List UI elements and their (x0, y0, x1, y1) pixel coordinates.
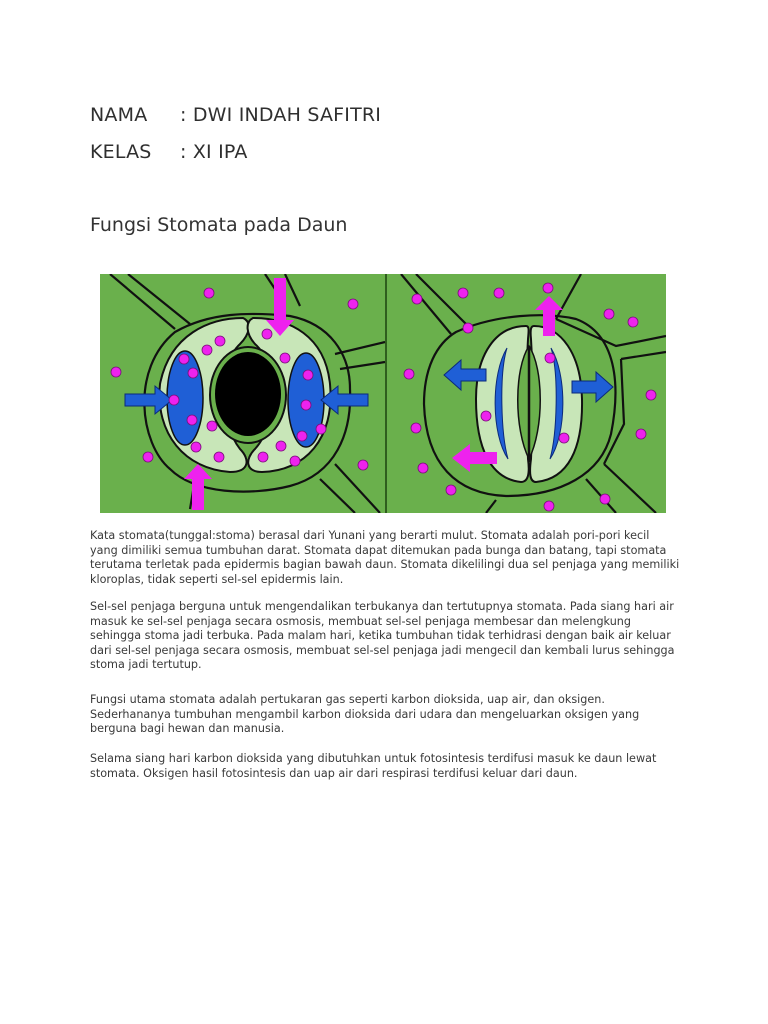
nama-value: : DWI INDAH SAFITRI (180, 104, 382, 126)
paragraph-3 (90, 693, 680, 737)
nama-label: NAMA (90, 104, 148, 126)
paragraph-4 (90, 752, 680, 781)
paragraph-3-text: Fungsi utama stomata adalah pertukaran gas seperti karbon dioksida, uap air, dan oksigen. Sederhananya tumbuhan mengambil karbon dioksida dari udara dan mengeluarkan oksigen yang berguna bagi hewan dan manusia. (90, 693, 640, 735)
kelas-value: : XI IPA (180, 141, 248, 163)
kelas-label: KELAS (90, 141, 152, 163)
paragraph-1-text: Kata stomata(tunggal:stoma) berasal dari Yunani yang berarti mulut. Stomata adalah pori-pori kecil yang dimiliki semua tumbuhan darat. Stomata dapat ditemukan pada bunga dan batang, tapi stomata terutama terletak pada epidermis bagian bawah daun. Stomata dikelilingi dua sel penjaga yang memiliki kloroplas, tidak seperti sel-sel epidermis lain. (90, 529, 680, 586)
paragraph-2-text: Sel-sel penjaga berguna untuk mengendalikan terbukanya dan tertutupnya stomata. Pada siang hari air masuk ke sel-sel penjaga secara osmosis, membuat sel-sel penjaga membesar dan melengkung sehingga stoma jadi terbuka. Pada malam hari, ketika tumbuhan tidak terhidrasi dengan baik air keluar dari sel-sel penjaga secara osmosis, membuat sel-sel penjaga jadi mengecil dan kembali lurus sehingga stoma jadi tertutup. (90, 600, 675, 671)
kelas-row (90, 141, 248, 163)
page-title: Fungsi Stomata pada Daun (90, 214, 348, 236)
paragraph-1 (90, 529, 680, 587)
stomata-diagram (100, 274, 666, 513)
paragraph-4-text: Selama siang hari karbon dioksida yang dibutuhkan untuk fotosintesis terdifusi masuk ke daun lewat stomata. Oksigen hasil fotosintesis dan uap air dari respirasi terdifusi keluar dari daun. (90, 752, 657, 780)
nama-row (90, 104, 381, 126)
paragraph-2 (90, 600, 680, 673)
